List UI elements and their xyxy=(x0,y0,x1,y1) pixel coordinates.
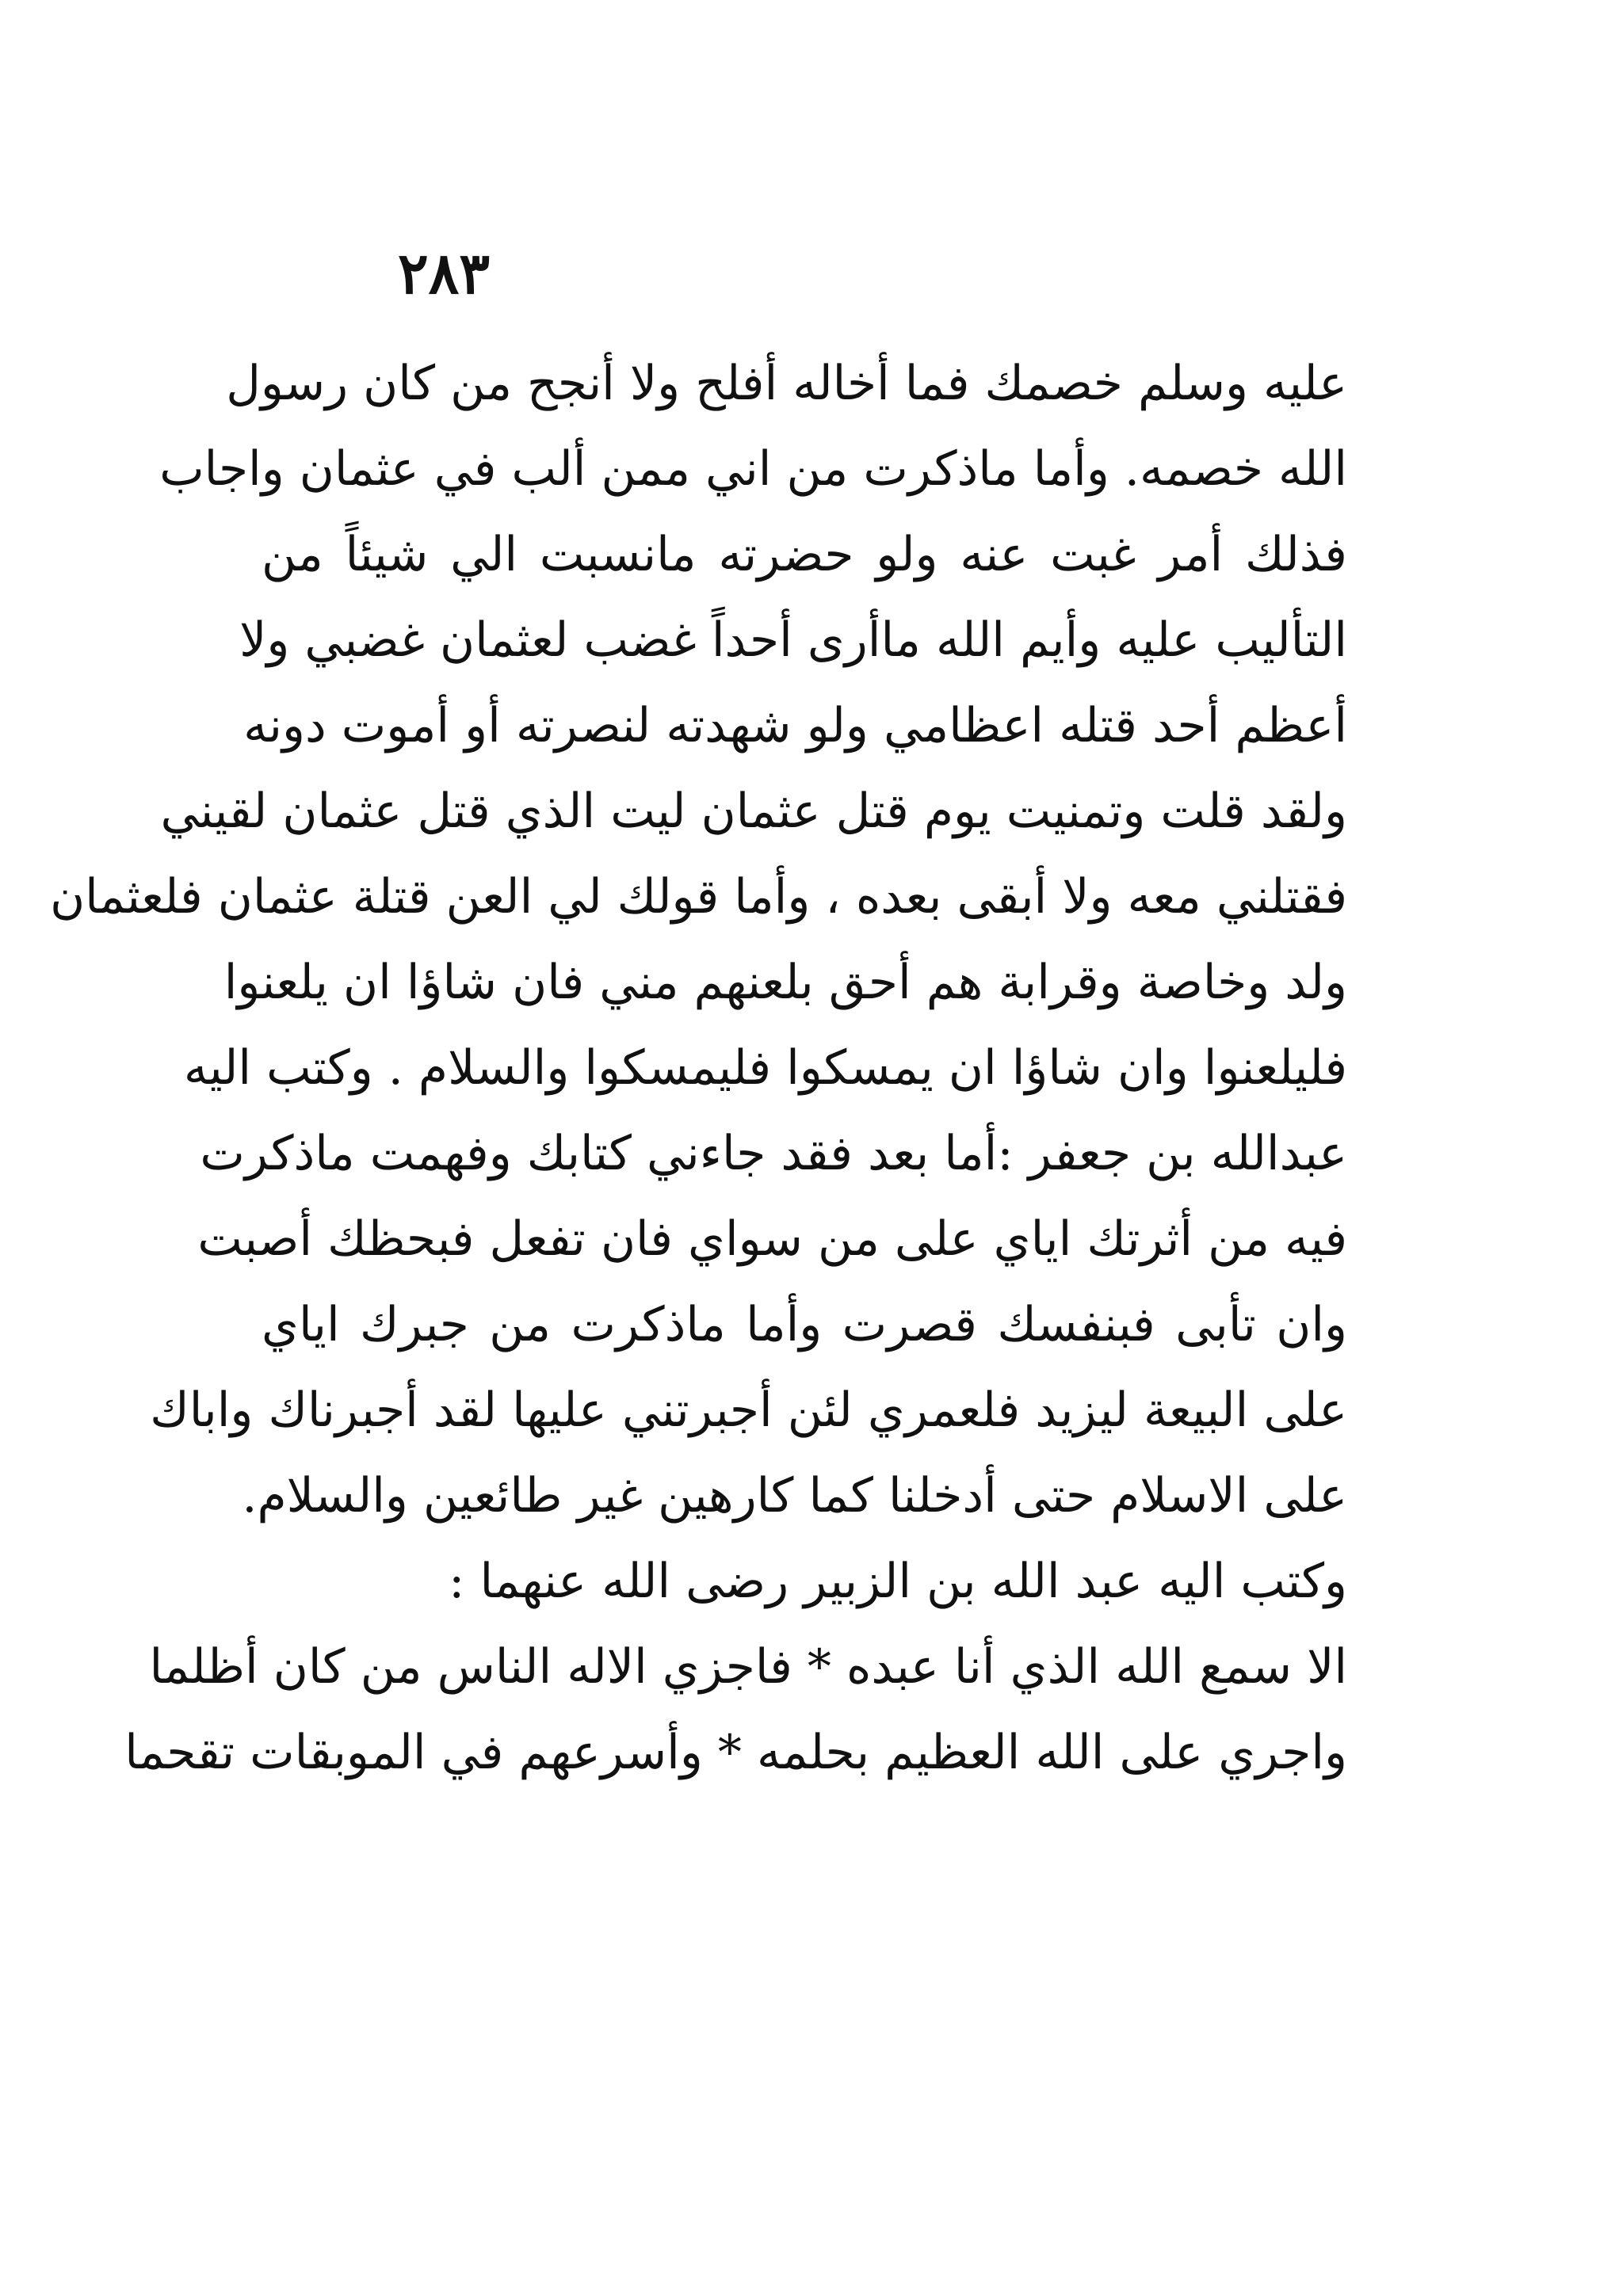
verse-line-1: الا سمع الله الذي أنا عبده * فاجزي الاله الناس من كان أظلما xyxy=(149,1639,1347,1695)
text-line-15: وكتب اليه عبد الله بن الزبير رضى الله عنهما : xyxy=(449,1554,1347,1609)
text-line-14: على الاسلام حتى أدخلنا كما كارهين غير طائعين والسلام. xyxy=(242,1468,1347,1524)
text-line-6: ولقد قلت وتمنيت يوم قتل عثمان ليت الذي قتل عثمان لقيني xyxy=(160,784,1347,839)
text-line-12: وان تأبى فبنفسك قصرت وأما ماذكرت من جبرك اياي xyxy=(262,1297,1347,1352)
text-line-3: فذلك أمر غبت عنه ولو حضرته مانسبت الي شيئاً من xyxy=(262,527,1347,582)
text-line-9: فليلعنوا وان شاؤا ان يمسكوا فليمسكوا والسلام . وكتب اليه xyxy=(183,1040,1347,1096)
text-line-5: أعظم أحد قتله اعظامي ولو شهدته لنصرته أو أموت دونه xyxy=(243,698,1347,753)
text-line-13: على البيعة ليزيد فلعمري لئن أجبرتني عليها لقد أجبرناك واباك xyxy=(150,1383,1347,1438)
text-line-10: عبدالله بن جعفر :أما بعد فقد جاءني كتابك وفهمت ماذكرت xyxy=(200,1126,1347,1181)
text-line-4: التأليب عليه وأيم الله ماأرى أحداً غضب لعثمان غضبي ولا xyxy=(239,612,1347,668)
text-line-1: عليه وسلم خصمك فما أخاله أفلح ولا أنجح من كان رسول xyxy=(226,356,1347,411)
text-line-7: فقتلني معه ولا أبقى بعده ، وأما قولك لي العن قتلة عثمان فلعثمان xyxy=(50,869,1347,925)
text-line-11: فيه من أثرتك اياي على من سواي فان تفعل فبحظك أصبت xyxy=(197,1211,1347,1267)
text-line-8: ولد وخاصة وقرابة هم أحق بلعنهم مني فان شاؤا ان يلعنوا xyxy=(223,955,1347,1010)
body-text xyxy=(50,341,1347,1795)
page-number: ٢٨٣ xyxy=(397,239,490,307)
text-line-2: الله خصمه. وأما ماذكرت من اني ممن ألب في عثمان واجاب xyxy=(159,441,1347,497)
verse-line-2: واجري على الله العظيم بحلمه * وأسرعهم في الموبقات تقحما xyxy=(124,1725,1347,1780)
